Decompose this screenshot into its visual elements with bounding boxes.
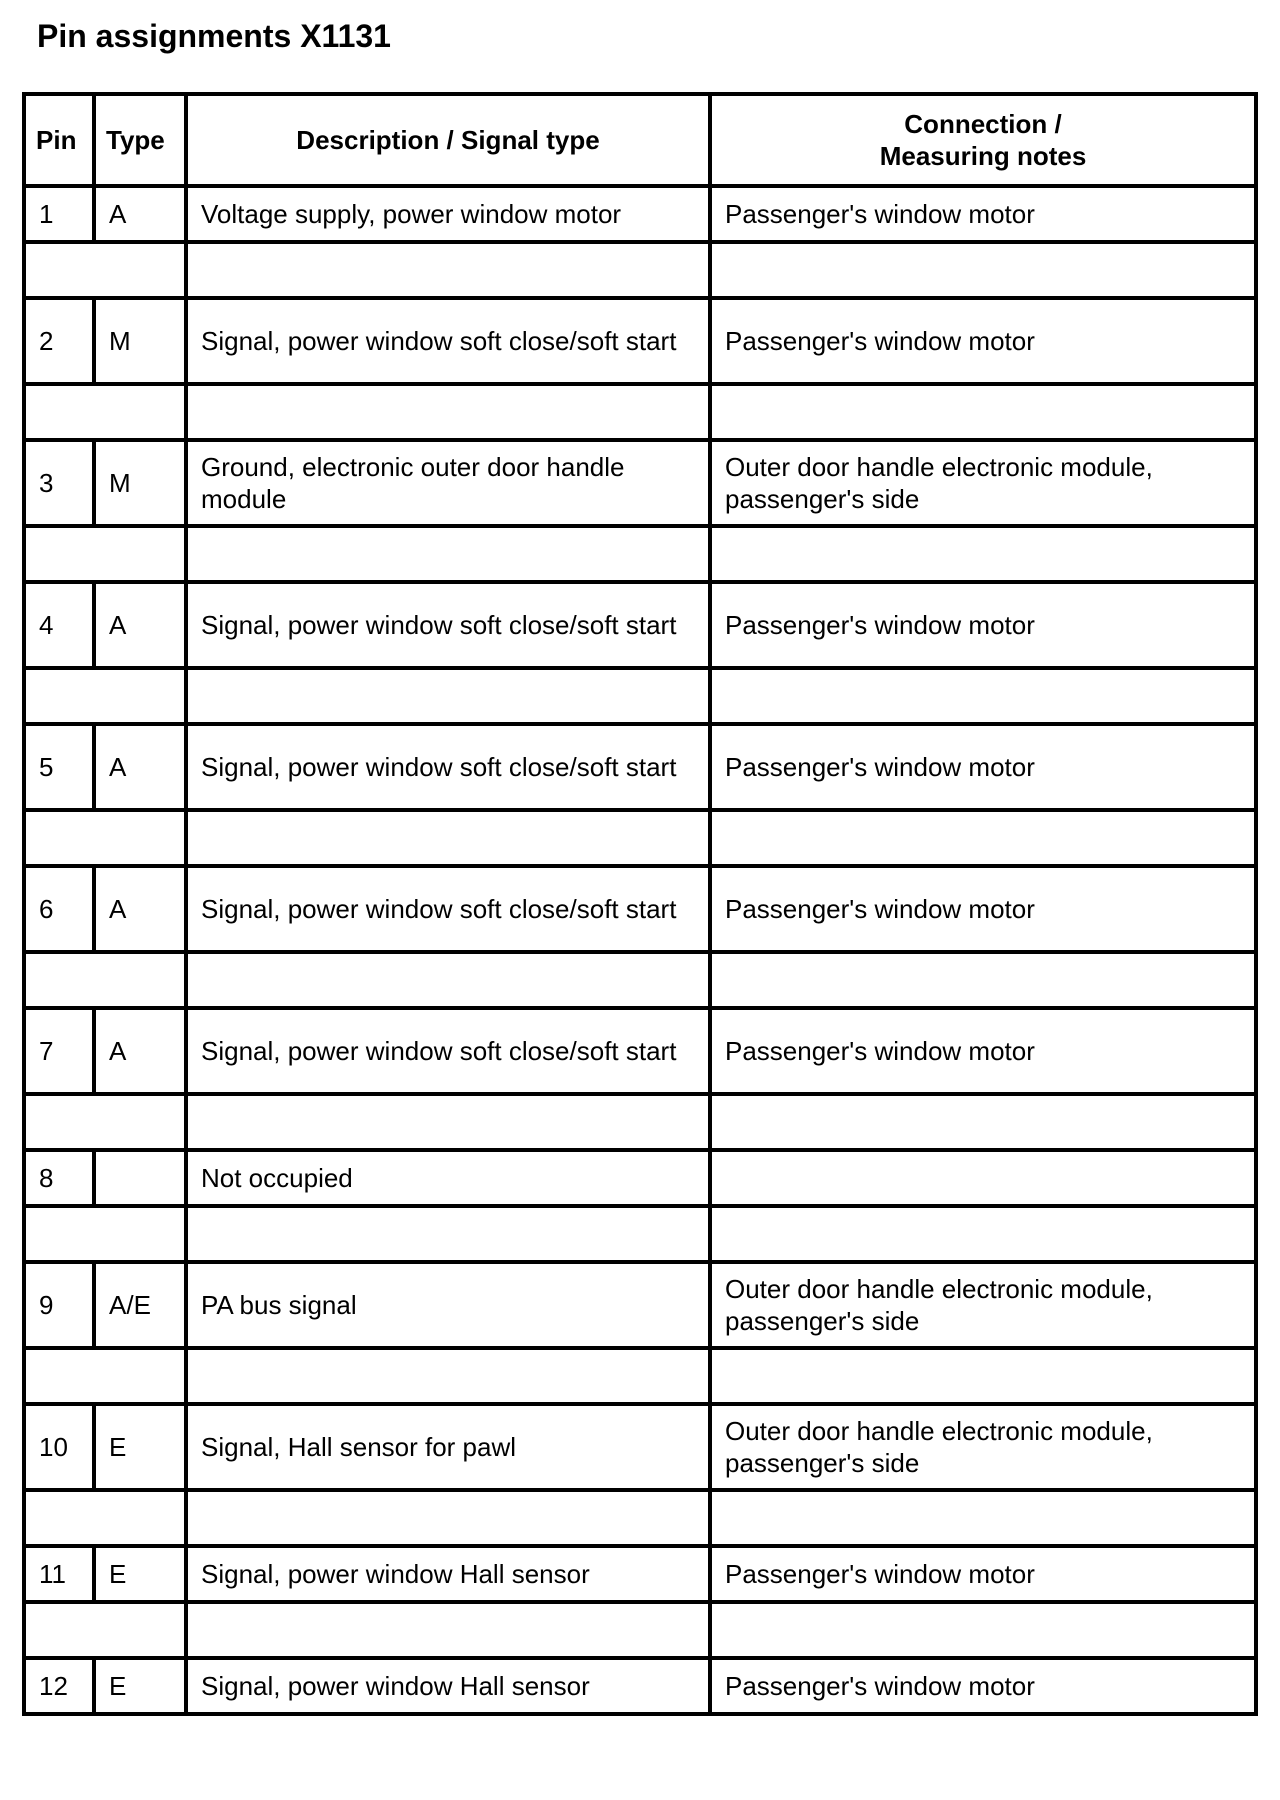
spacer-row (24, 1094, 1256, 1150)
table-row (24, 298, 1256, 384)
spacer-row (24, 952, 1256, 1008)
table-row (24, 582, 1256, 668)
header-connection (710, 94, 1256, 186)
connection-cell: Passenger's window motor (710, 1546, 1256, 1602)
page-title: Pin assignments X1131 (37, 18, 391, 54)
table-row (24, 1150, 1256, 1206)
table-row (24, 186, 1256, 242)
pin-cell: 8 (24, 1150, 94, 1206)
description-cell: Signal, power window Hall sensor (186, 1658, 710, 1714)
description-cell: Signal, power window soft close/soft start (186, 582, 710, 668)
type-cell: M (94, 440, 186, 526)
description-cell: Signal, power window soft close/soft start (186, 298, 710, 384)
type-cell: A (94, 582, 186, 668)
spacer-row (24, 810, 1256, 866)
description-cell: Voltage supply, power window motor (186, 186, 710, 242)
type-cell: A (94, 186, 186, 242)
table-row (24, 1262, 1256, 1348)
type-cell: A (94, 1008, 186, 1094)
connection-cell: Passenger's window motor (710, 582, 1256, 668)
description-cell: PA bus signal (186, 1262, 710, 1348)
description-cell: Signal, power window soft close/soft start (186, 866, 710, 952)
spacer-row (24, 384, 1256, 440)
header-type: Type (94, 94, 186, 186)
connection-cell: Outer door handle electronic module, passenger's side (710, 440, 1256, 526)
spacer-row (24, 668, 1256, 724)
type-cell: E (94, 1658, 186, 1714)
spacer-row (24, 526, 1256, 582)
type-cell: E (94, 1546, 186, 1602)
description-cell: Signal, power window soft close/soft start (186, 1008, 710, 1094)
table-row (24, 440, 1256, 526)
type-cell: M (94, 298, 186, 384)
pin-cell: 7 (24, 1008, 94, 1094)
connection-cell: Outer door handle electronic module, passenger's side (710, 1404, 1256, 1490)
description-cell: Signal, Hall sensor for pawl (186, 1404, 710, 1490)
pin-cell: 12 (24, 1658, 94, 1714)
header-pin: Pin (24, 94, 94, 186)
connection-cell: Passenger's window motor (710, 1008, 1256, 1094)
connection-cell: Passenger's window motor (710, 866, 1256, 952)
header-connection-line2: Measuring notes (879, 141, 1087, 171)
type-cell (94, 1150, 186, 1206)
table-row (24, 1658, 1256, 1714)
description-cell: Ground, electronic outer door handle module (186, 440, 710, 526)
pin-assignment-table (22, 92, 1258, 1716)
pin-cell: 3 (24, 440, 94, 526)
type-cell: E (94, 1404, 186, 1490)
connection-cell: Passenger's window motor (710, 1658, 1256, 1714)
table-header-row (24, 94, 1256, 186)
pin-cell: 10 (24, 1404, 94, 1490)
pin-cell: 5 (24, 724, 94, 810)
pin-cell: 9 (24, 1262, 94, 1348)
description-cell: Signal, power window soft close/soft start (186, 724, 710, 810)
spacer-row (24, 1602, 1256, 1658)
pin-cell: 4 (24, 582, 94, 668)
pin-cell: 1 (24, 186, 94, 242)
connection-cell: Passenger's window motor (710, 724, 1256, 810)
table-row (24, 1404, 1256, 1490)
table-row (24, 1546, 1256, 1602)
spacer-row (24, 1348, 1256, 1404)
type-cell: A (94, 866, 186, 952)
description-cell: Not occupied (186, 1150, 710, 1206)
connection-cell (710, 1150, 1256, 1206)
spacer-row (24, 242, 1256, 298)
connection-cell: Passenger's window motor (710, 298, 1256, 384)
table-row (24, 866, 1256, 952)
header-description: Description / Signal type (186, 94, 710, 186)
connection-cell: Passenger's window motor (710, 186, 1256, 242)
connection-cell: Outer door handle electronic module, passenger's side (710, 1262, 1256, 1348)
table-row (24, 724, 1256, 810)
pin-cell: 2 (24, 298, 94, 384)
pin-cell: 11 (24, 1546, 94, 1602)
table-row (24, 1008, 1256, 1094)
type-cell: A (94, 724, 186, 810)
type-cell: A/E (94, 1262, 186, 1348)
spacer-row (24, 1206, 1256, 1262)
pin-cell: 6 (24, 866, 94, 952)
description-cell: Signal, power window Hall sensor (186, 1546, 710, 1602)
spacer-row (24, 1490, 1256, 1546)
header-connection-line1: Connection / (904, 109, 1062, 139)
